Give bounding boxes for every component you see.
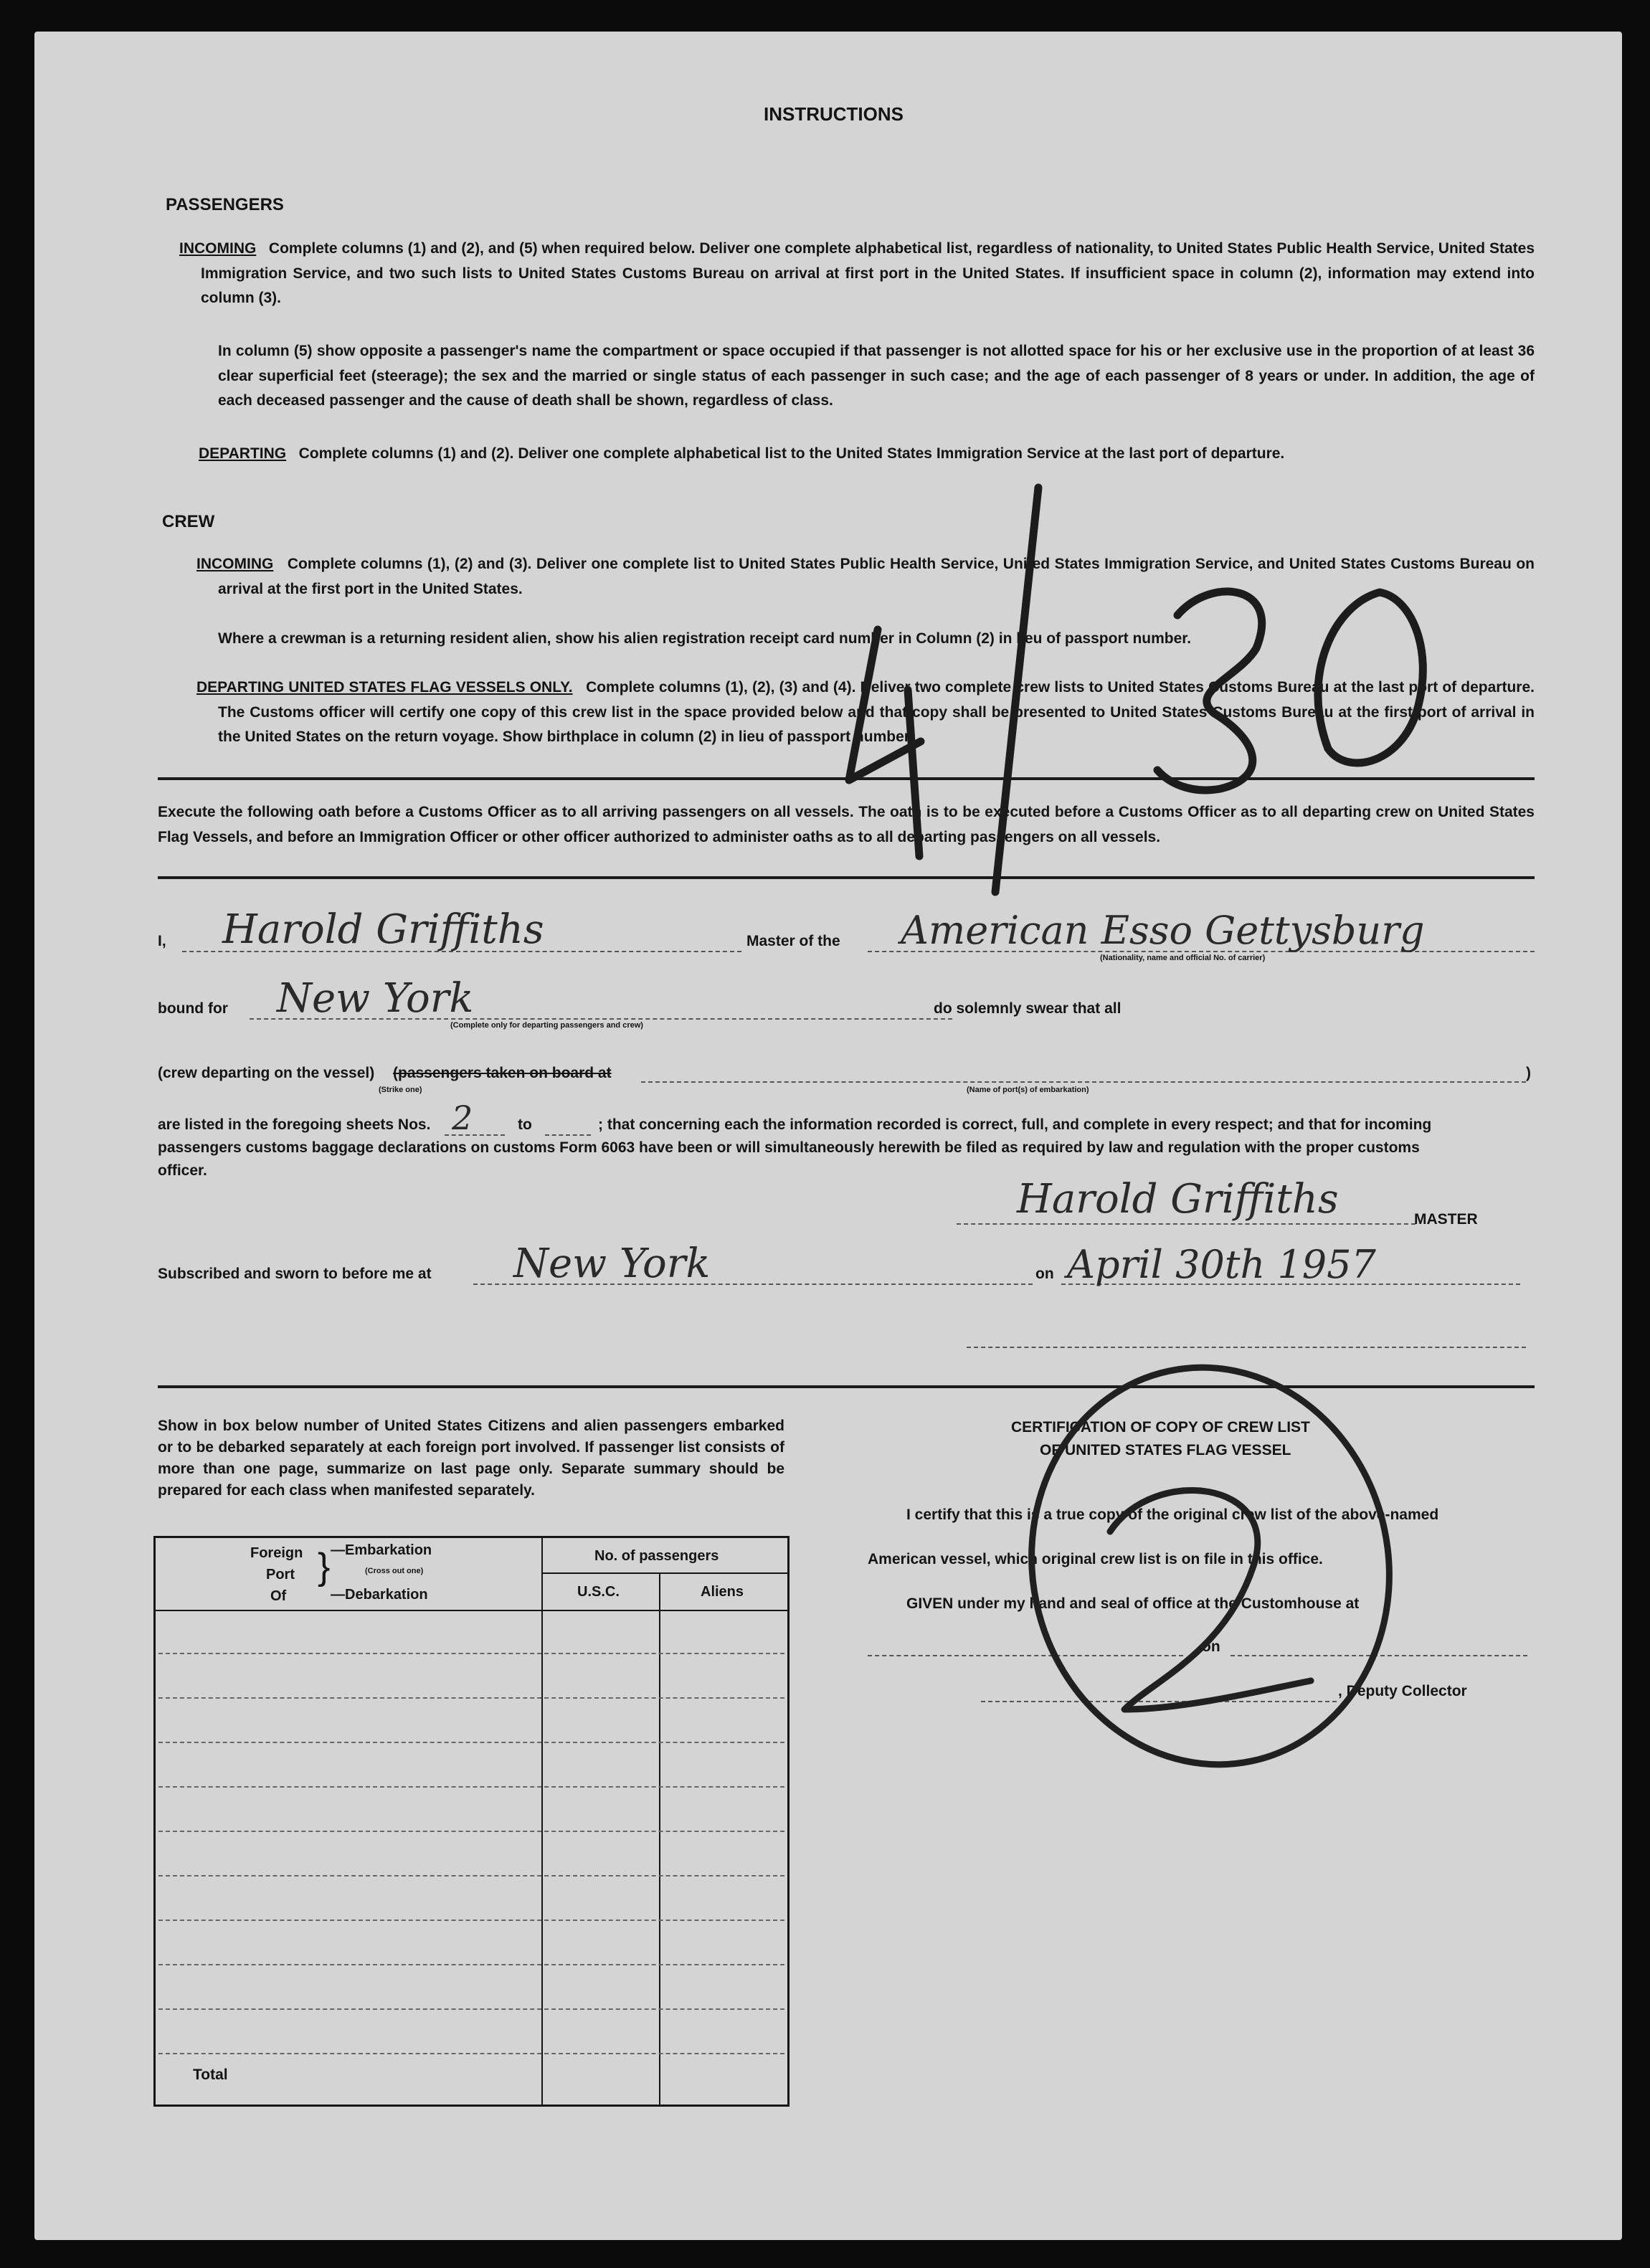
master-of-label: Master of the — [746, 933, 840, 949]
master-name-handwriting: Harold Griffiths — [222, 906, 544, 953]
bound-label: bound for — [158, 1000, 228, 1017]
table-of-label: Of — [270, 1588, 287, 1604]
table-foreign-label: Foreign — [250, 1545, 303, 1561]
bound-handwriting: New York — [277, 975, 474, 1022]
certification-on-label: on — [1202, 1638, 1220, 1655]
master-label: MASTER — [1414, 1211, 1478, 1228]
oath-intro-paragraph: Execute the following oath before a Customs Officer as to all arriving passengers on all vessels. The oath is to be executed before a Customs Officer as to all departing crew on United States Flag Vessels, and before an Immigration Officer or other officer authorized to administer oaths as to all departing passengers on all vessels. — [158, 804, 1535, 845]
crew-incoming-label: INCOMING — [196, 556, 274, 572]
vessel-note: (Nationality, name and official No. of carrier) — [1100, 954, 1266, 962]
instructions-title: INSTRUCTIONS — [764, 103, 904, 125]
deputy-collector-label: , Deputy Collector — [1338, 1683, 1467, 1699]
listed-label: are listed in the foregoing sheets Nos. — [158, 1116, 431, 1133]
passengers-struck-option: (passengers taken on board at — [393, 1065, 612, 1081]
crew-heading: CREW — [162, 512, 215, 531]
certification-title-line2: OF UNITED STATES FLAG VESSEL — [1040, 1442, 1291, 1458]
signature-handwriting: Harold Griffiths — [1017, 1176, 1339, 1223]
table-usc-label: U.S.C. — [577, 1584, 620, 1600]
passengers-departing-text: Complete columns (1) and (2). Deliver one complete alphabetical list to the United States Immigration Service at the last port of departure. — [298, 445, 1285, 462]
strike-note: (Strike one) — [379, 1086, 422, 1094]
form-page — [34, 32, 1622, 2240]
crew-departing-label: DEPARTING UNITED STATES FLAG VESSELS ONLY. — [196, 679, 573, 696]
swear-label: do solemnly swear that all — [934, 1000, 1122, 1017]
ports-note: (Name of port(s) of embarkation) — [967, 1086, 1089, 1094]
crew-departing-text: Complete columns (1), (2), (3) and (4). Deliver two complete crew lists to United States Customs Bureau at the last port of departure. The Customs officer will certify one copy of this crew list in the space provided below and that copy shall be presented to United States Customs Bureau at the first port of arrival in the United States on the return voyage. Show birthplace in column (2) in lieu of passport number. — [218, 679, 1535, 745]
on-label: on — [1035, 1266, 1054, 1282]
certification-line2: American vessel, which original crew list is on file in this office. — [868, 1551, 1323, 1567]
passengers-heading: PASSENGERS — [166, 195, 284, 214]
subscribed-label: Subscribed and sworn to before me at — [158, 1266, 432, 1282]
certification-line1: I certify that this is a true copy of the original crew list of the above-named — [906, 1507, 1439, 1523]
certification-line3: GIVEN under my hand and seal of office at the Customhouse at — [906, 1595, 1360, 1612]
crew-departing-option: (crew departing on the vessel) — [158, 1065, 375, 1081]
vessel-handwriting: American Esso Gettysburg — [901, 908, 1425, 953]
date-handwriting: April 30th 1957 — [1067, 1242, 1376, 1287]
close-paren: ) — [1526, 1065, 1531, 1081]
summary-text: Show in box below number of United States Citizens and alien passengers embarked or to be debarked separately at each foreign port involved. If passenger list consists of more than one page, summarize on last page only. Separate summary should be prepared for each class when manifested separately. — [158, 1418, 784, 1499]
table-brace: } — [318, 1546, 331, 1588]
table-cross-out-note: (Cross out one) — [365, 1567, 424, 1575]
table-embarkation-label: —Embarkation — [331, 1542, 432, 1558]
sheet-from-handwriting: 2 — [452, 1099, 473, 1137]
bound-note: (Complete only for departing passengers and crew) — [450, 1021, 643, 1030]
statement-part2: passengers customs baggage declarations on customs Form 6063 have been or will simultaneously herewith be filed as required by law and regulation with the proper customs — [158, 1139, 1420, 1156]
table-no-passengers-label: No. of passengers — [594, 1548, 719, 1564]
subscribed-place-handwriting: New York — [513, 1240, 711, 1287]
table-aliens-label: Aliens — [701, 1584, 744, 1600]
crew-incoming-text: Complete columns (1), (2) and (3). Deliver one complete list to United States Public Health Service, United States Immigration Service, and United States Customs Bureau on arrival at the first port in the United States. — [218, 556, 1535, 597]
table-port-label: Port — [266, 1567, 295, 1583]
passengers-departing-label: DEPARTING — [199, 445, 287, 462]
oath-i-label: I, — [158, 933, 166, 949]
passengers-incoming-label: INCOMING — [179, 240, 257, 257]
certification-title-line1: CERTIFICATION OF COPY OF CREW LIST — [1011, 1419, 1310, 1436]
crew-resident-text: Where a crewman is a returning resident alien, show his alien registration receipt card number in Column (2) in lieu of passport number. — [218, 630, 1192, 647]
statement-part3: officer. — [158, 1162, 207, 1179]
circled-number-2 — [995, 1334, 1426, 1798]
statement-part1: ; that concerning each the information recorded is correct, full, and complete in every respect; and that for incoming — [598, 1116, 1432, 1133]
table-debarkation-label: —Debarkation — [331, 1587, 428, 1603]
big-number-4-30 — [849, 488, 1423, 892]
table-total-label: Total — [193, 2067, 228, 2083]
passengers-incoming-text: Complete columns (1) and (2), and (5) when required below. Deliver one complete alphabetical list, regardless of nationality, to United States Public Health Service, United States Immigration Service, and two such lists to United States Customs Bureau on arrival at first port in the United States. If insufficient space in column (2), information may extend into column (3). — [201, 240, 1535, 306]
handwritten-annotations — [34, 32, 1622, 2240]
passengers-column5-paragraph: In column (5) show opposite a passenger's name the compartment or space occupied if that passenger is not allotted space for his or her exclusive use in the proportion of at least 36 clear superficial feet (steerage); the sex and the married or single status of each passenger in such case; and the age of each passenger of 8 years or under. In addition, the age of each deceased passenger and the cause of death shall be shown, regardless of class. — [218, 343, 1535, 409]
to-label: to — [518, 1116, 532, 1133]
